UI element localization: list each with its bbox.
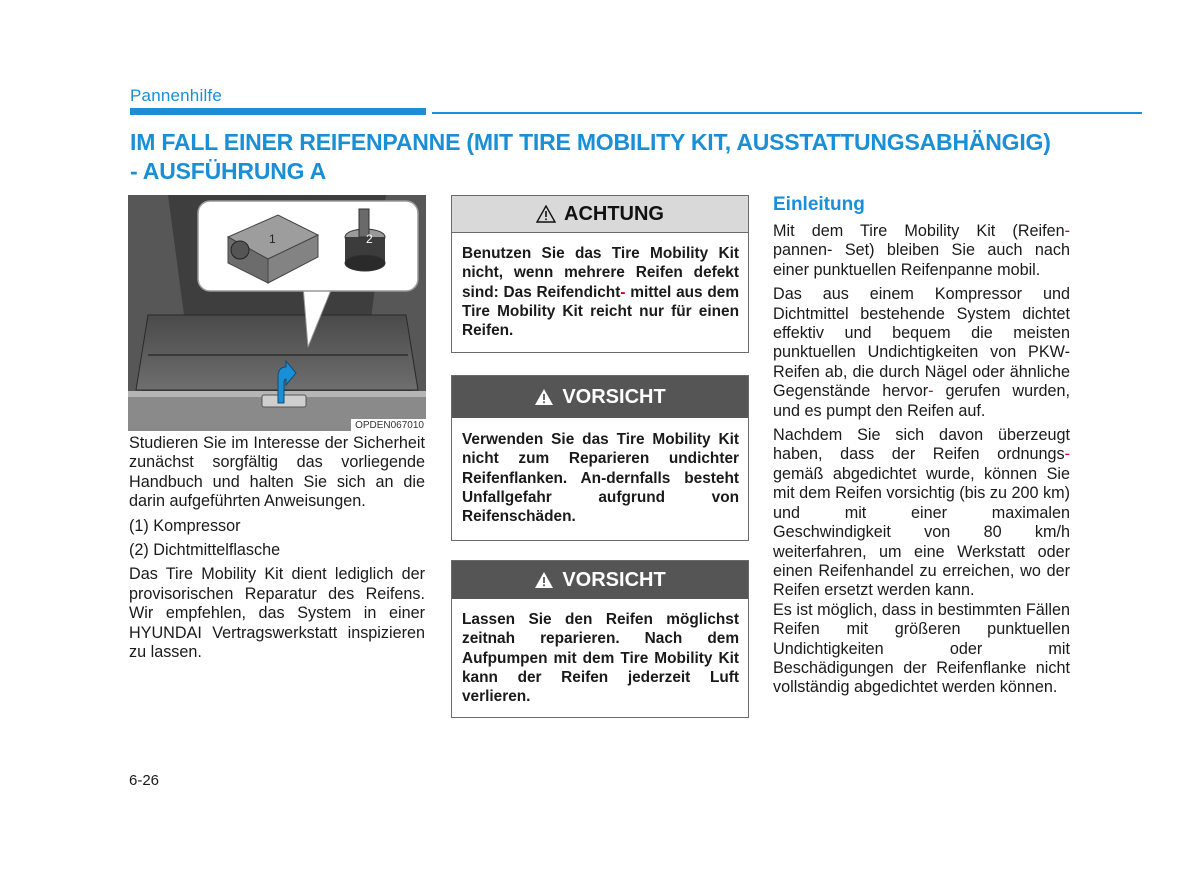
section-label: Pannenhilfe: [130, 86, 222, 105]
warning-triangle-icon: [534, 388, 554, 406]
header-rule-thick: [130, 108, 426, 115]
intro-paragraph-2: [773, 285, 1070, 421]
p1-hyphen: -: [1064, 222, 1070, 240]
vorsicht-body-1: Verwenden Sie das Tire Mobility Kit nicht zum Reparieren undichter Reifenflanken. An-dernfalls besteht Unfallgefahr aufgrund von Reifenschäden.: [462, 431, 739, 526]
vorsicht-heading-2: VORSICHT: [562, 568, 666, 591]
achtung-heading: ACHTUNG: [564, 202, 664, 225]
vorsicht-header-1: [452, 376, 748, 418]
vorsicht-header-2: [452, 561, 748, 599]
p2-part-2: gerufen wurden, und es pumpt den Reifen auf.: [773, 382, 1070, 420]
left-column: [129, 434, 425, 667]
intro-paragraph-1: [773, 222, 1070, 280]
warning-triangle-icon: [536, 205, 556, 223]
p1-part-2: pannen- Set) bleiben Sie auch nach einer punktuellen Reifenpanne mobil.: [773, 241, 1070, 279]
note-paragraph: Das Tire Mobility Kit dient lediglich der provisorischen Reparatur des Reifens. Wir empfehlen, das System in einer HYUNDAI Vertragswerkstatt inspizieren zu lassen.: [129, 565, 425, 662]
achtung-text-part-1: Benutzen Sie das Tire Mobility Kit nicht, wenn mehrere Reifen defekt sind: Das Reifendicht: [462, 245, 739, 301]
p1-part-1: Mit dem Tire Mobility Kit (Reifen: [773, 222, 1065, 240]
p3-hyphen: -: [1064, 445, 1070, 464]
achtung-body: [452, 233, 748, 352]
list-item-compressor: (1) Kompressor: [129, 516, 241, 535]
section-heading-einleitung: Einleitung: [773, 194, 865, 215]
header-rule-thin: [432, 112, 1142, 114]
vorsicht-heading-1: VORSICHT: [562, 385, 666, 408]
p3-part-2: gemäß abgedichtet wurde, können Sie mit dem Reifen vorsichtig (bis zu 200 km) und mit einer maximalen Geschwindigkeit von 80 km/h weiterfahren, um eine Werkstatt oder einen Reifenhandel zu erreichen, wo der Reifen ersetzt werden kann.: [773, 464, 1070, 600]
figure-code: OPDEN067010: [351, 419, 426, 431]
warning-triangle-icon: [534, 571, 554, 589]
vorsicht-box-2: [451, 560, 749, 718]
right-column: [773, 222, 1070, 703]
trunk-illustration: [128, 195, 426, 431]
p2-hyphen: -: [928, 382, 934, 401]
p2-part-1: Das aus einem Kompressor und Dichtmittel bestehende System dichtet effektiv und bequem die meisten punktuellen Undichtigkeiten von PKW-Reifen ab, die durch Nägel oder ähnliche Gegenstände hervor: [773, 285, 1070, 401]
p3-part-1: Nachdem Sie sich davon überzeugt haben, dass der Reifen ordnungs: [773, 426, 1070, 464]
vorsicht-box-1: [451, 375, 749, 541]
page-title: [130, 128, 1140, 186]
intro-paragraph: Studieren Sie im Interesse der Sicherheit zunächst sorgfältig das vorliegende Handbuch und halten Sie sich an die darin aufgeführten Anweisungen.: [129, 434, 425, 511]
page-number: 6-26: [129, 772, 160, 789]
trunk-figure: [128, 195, 426, 431]
page-title-line-1: IM FALL EINER REIFENPANNE (MIT TIRE MOBILITY KIT, AUSSTATTUNGSABHÄNGIG): [130, 129, 1051, 155]
achtung-hyphen: -: [620, 283, 626, 301]
list-item-sealant-bottle: (2) Dichtmittelflasche: [129, 541, 281, 560]
intro-paragraph-4: Es ist möglich, dass in bestimmten Fällen Reifen mit größeren punktuellen Undichtigkeiten oder mit Beschädigungen der Reifenflanke nicht vollständig abgedichtet werden können.: [773, 600, 1070, 697]
achtung-header: [452, 196, 748, 233]
figure-callout-1: 1: [269, 232, 276, 246]
page-title-line-2: - AUSFÜHRUNG A: [130, 158, 327, 184]
achtung-box: [451, 195, 749, 353]
figure-callout-2: 2: [366, 232, 373, 246]
vorsicht-body-2: Lassen Sie den Reifen möglichst zeitnah reparieren. Nach dem Aufpumpen mit dem Tire Mobility Kit kann der Reifen jederzeit Luft verlieren.: [462, 611, 739, 706]
achtung-text-part-2: mittel aus dem Tire Mobility Kit reicht nur für einen Reifen.: [462, 283, 740, 340]
intro-paragraph-3: [773, 426, 1070, 601]
